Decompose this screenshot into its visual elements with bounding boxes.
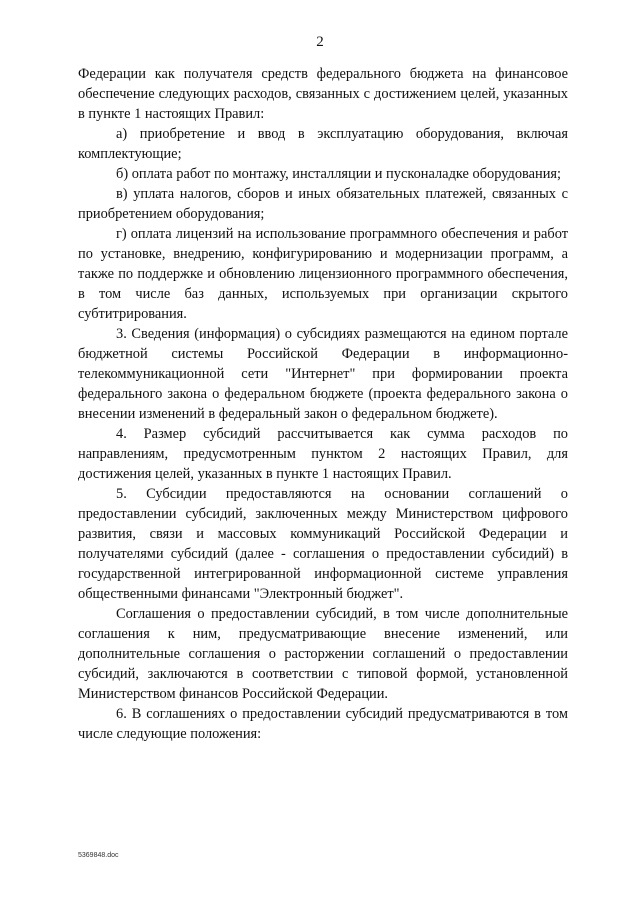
paragraph-item-b: б) оплата работ по монтажу, инсталляции и пусконаладке оборудования;: [116, 166, 562, 182]
document-file-code: 5369848.doc: [78, 852, 119, 859]
paragraph-item-g: г) оплата лицензий на использование программного обеспечения и работ по установке, внедрению, конфигурированию и модернизации программ, а также по поддержке и обновлению лицензионного программного обеспечения, в том числе баз данных, используемых при организации скрытого субтитрирования.: [78, 226, 568, 322]
paragraph-agreements: Соглашения о предоставлении субсидий, в том числе дополнительные соглашения к ним, предусматривающие внесение изменений, или дополнительные соглашения о расторжении соглашений о предоставлении субсидий, заключаются в соответствии с типовой формой, установленной Министерством финансов Российской Федерации.: [78, 606, 568, 702]
paragraph-continuation: Федерации как получателя средств федерального бюджета на финансовое обеспечение следующих расходов, связанных с достижением целей, указанных в пункте 1 настоящих Правил:: [78, 66, 568, 122]
paragraph-item-a: а) приобретение и ввод в эксплуатацию оборудования, включая комплектующие;: [78, 126, 568, 162]
paragraph-clause-4: 4. Размер субсидий рассчитывается как сумма расходов по направлениям, предусмотренным пунктом 2 настоящих Правил, для достижения целей, указанных в пункте 1 настоящих Правил.: [78, 426, 568, 482]
paragraph-clause-5: 5. Субсидии предоставляются на основании соглашений о предоставлении субсидий, заключенных между Министерством цифрового развития, связи и массовых коммуникаций Российской Федерации и получателями субсидий (далее - соглашения о предоставлении субсидий) в государственной интегрированной информационной системе управления общественными финансами "Электронный бюджет".: [78, 486, 568, 602]
document-body: [78, 64, 568, 744]
paragraph-clause-3: 3. Сведения (информация) о субсидиях размещаются на едином портале бюджетной системы Российской Федерации в информационно-телекоммуникационной сети "Интернет" при формировании проекта федерального закона о федеральном бюджете (проекта федерального закона о внесении изменений в федеральный закон о федеральном бюджете).: [78, 326, 568, 422]
paragraph-item-v: в) уплата налогов, сборов и иных обязательных платежей, связанных с приобретением оборудования;: [78, 186, 568, 222]
page-number: 2: [316, 34, 324, 50]
paragraph-clause-6: 6. В соглашениях о предоставлении субсидий предусматриваются в том числе следующие положения:: [78, 706, 568, 742]
